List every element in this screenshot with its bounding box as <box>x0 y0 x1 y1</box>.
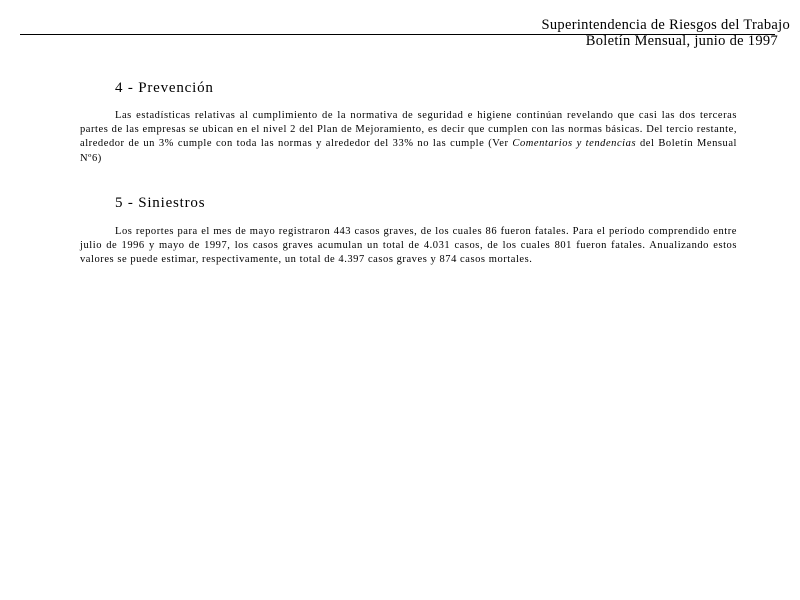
section-title-siniestros: 5 - Siniestros <box>115 195 206 211</box>
section-paragraph-prevencion <box>80 109 737 166</box>
section-paragraph-siniestros: Los reportes para el mes de mayo registraron 443 casos graves, de los cuales 86 fueron fatales. Para el período comprendido entre julio de 1996 y mayo de 1997, los casos graves acumulan un total de 4.031 casos, de los cuales 801 fueron fatales. Anualizando estos valores se puede estimar, respectivamente, un total de 4.397 casos graves y 874 casos mortales. <box>80 226 737 266</box>
header-organization: Superintendencia de Riesgos del Trabajo <box>541 17 790 33</box>
paragraph-emphasis: Comentarios y tendencias <box>512 138 637 150</box>
section-title-prevencion: 4 - Prevención <box>115 80 214 96</box>
header-divider <box>20 34 775 35</box>
paragraph-text: Las estadísticas relativas al cumplimiento de la normativa de seguridad e higiene continúan revelando que casi las dos terceras partes de las empresas se ubican en el nivel 2 del Plan de Mejoramiento, es decir que cumplen con las normas básicas. Del tercio restante, alrededor de un 3% cumple con toda las normas y alrededor del 33% no las cumple (Ver <box>80 110 737 150</box>
header-bulletin-date: Boletín Mensual, junio de 1997 <box>585 32 778 49</box>
paragraph-text-end: del Boletín Mensual Nº6) <box>80 138 738 164</box>
